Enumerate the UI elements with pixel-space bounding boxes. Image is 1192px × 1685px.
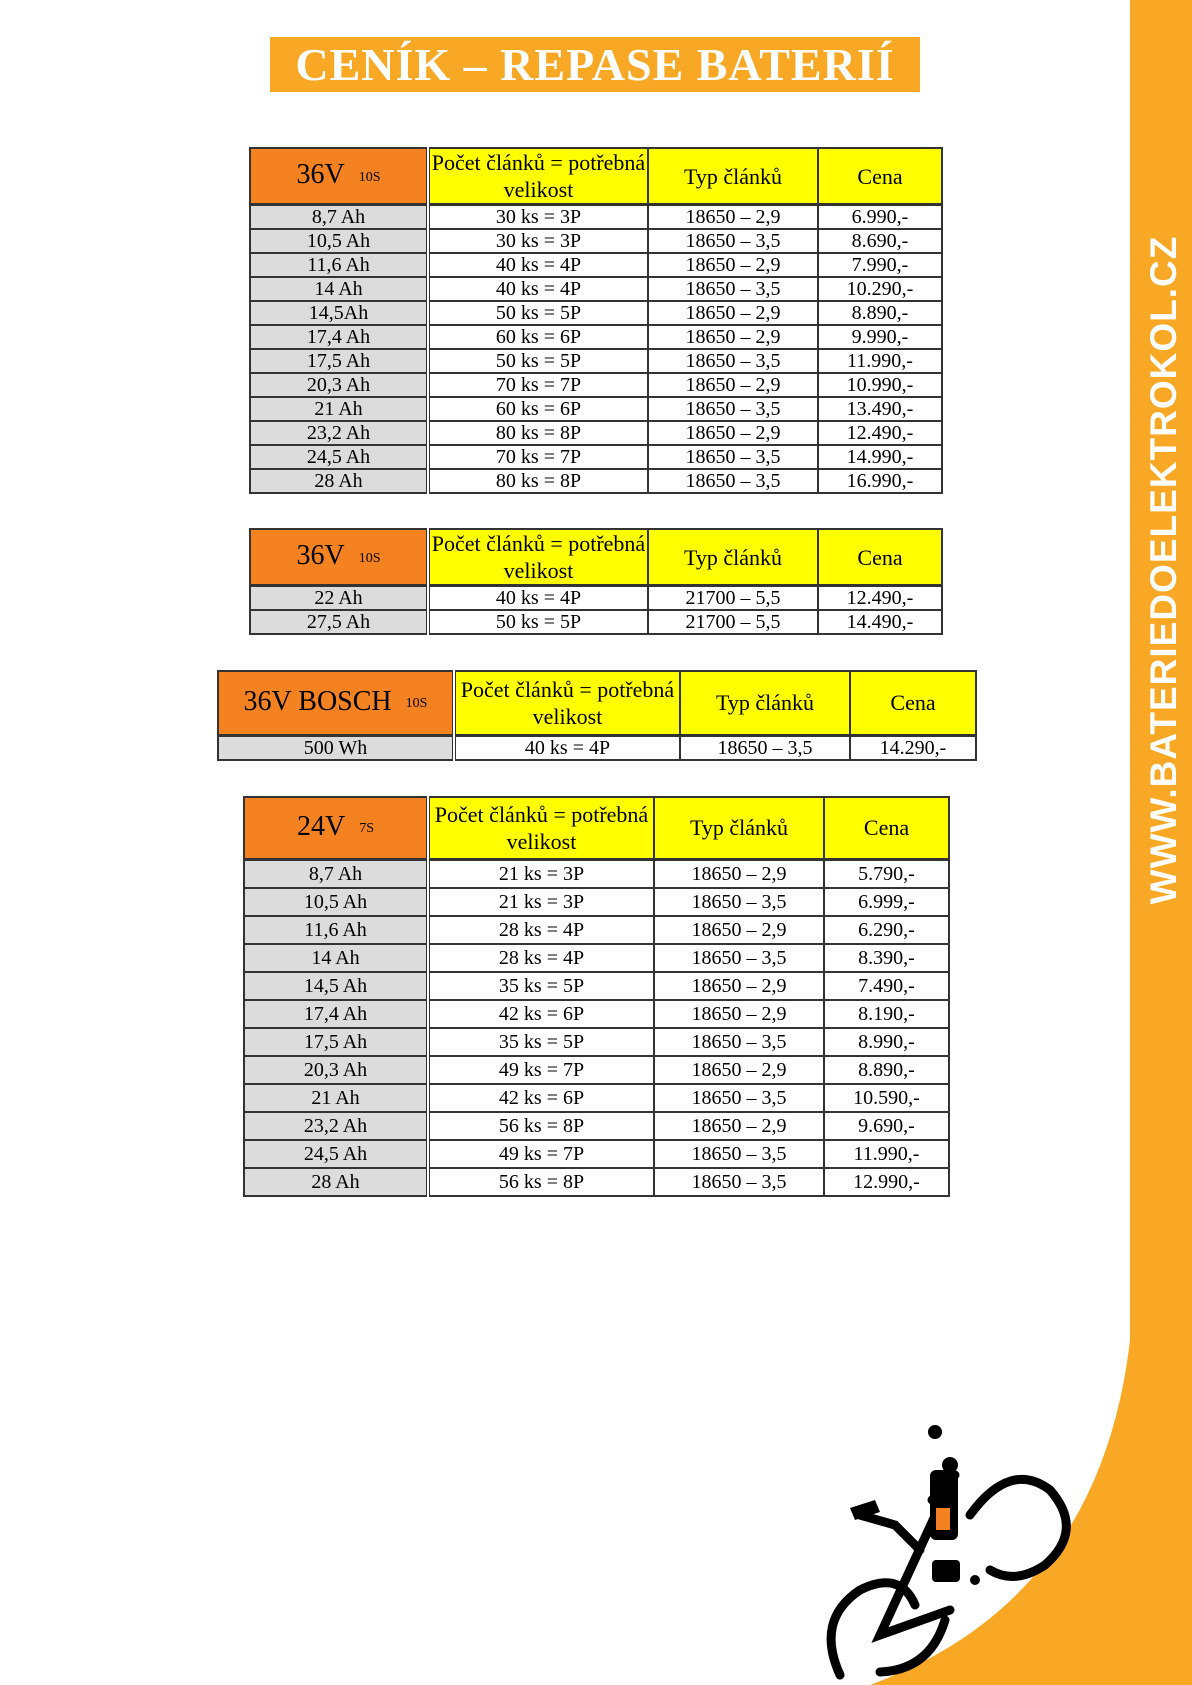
cell-count-cell: 40 ks = 4P (428, 277, 648, 301)
table-row (250, 586, 942, 611)
capacity-cell: 24,5 Ah (244, 1140, 428, 1168)
capacity-cell: 24,5 Ah (250, 445, 428, 469)
cell-type-cell: 18650 – 3,5 (654, 1084, 824, 1112)
table-row (250, 397, 942, 421)
cell-count-cell: 70 ks = 7P (428, 445, 648, 469)
cell-count-cell: 30 ks = 3P (428, 229, 648, 253)
price-table-36v-bosch (217, 670, 977, 761)
table-row (250, 229, 942, 253)
cell-count-cell: 40 ks = 4P (454, 735, 680, 760)
price-cell: 10.590,- (824, 1084, 949, 1112)
capacity-cell: 20,3 Ah (244, 1056, 428, 1084)
table-row (244, 1168, 949, 1196)
price-cell: 13.490,- (818, 397, 942, 421)
price-table-24v (243, 796, 950, 1197)
cell-count-cell: 50 ks = 5P (428, 301, 648, 325)
cell-count-cell: 42 ks = 6P (428, 1000, 654, 1028)
price-cell: 5.790,- (824, 859, 949, 888)
capacity-cell: 28 Ah (250, 469, 428, 493)
price-cell: 11.990,- (824, 1140, 949, 1168)
cell-type-cell: 18650 – 2,9 (648, 301, 818, 325)
voltage-cell: 36V 10S (250, 148, 428, 205)
capacity-cell: 10,5 Ah (250, 229, 428, 253)
price-cell: 9.990,- (818, 325, 942, 349)
cell-count-cell: 70 ks = 7P (428, 373, 648, 397)
price-cell: 12.490,- (818, 421, 942, 445)
cell-type-cell: 18650 – 3,5 (648, 397, 818, 421)
price-cell: 14.990,- (818, 445, 942, 469)
cell-count-cell: 56 ks = 8P (428, 1112, 654, 1140)
cell-count-cell: 49 ks = 7P (428, 1056, 654, 1084)
header-cells: Počet článků = potřebná velikost (454, 671, 680, 735)
cell-type-cell: 18650 – 2,9 (648, 205, 818, 230)
cell-count-cell: 42 ks = 6P (428, 1084, 654, 1112)
cell-count-cell: 21 ks = 3P (428, 859, 654, 888)
price-cell: 10.290,- (818, 277, 942, 301)
capacity-cell: 17,5 Ah (244, 1028, 428, 1056)
price-cell: 8.990,- (824, 1028, 949, 1056)
header-price: Cena (824, 797, 949, 859)
price-table-36v (249, 147, 943, 494)
cell-type-cell: 18650 – 2,9 (654, 1112, 824, 1140)
header-price: Cena (818, 529, 942, 586)
table-row (244, 888, 949, 916)
price-cell: 12.490,- (818, 586, 942, 611)
cell-type-cell: 18650 – 3,5 (654, 1028, 824, 1056)
table-body (250, 205, 942, 494)
table-row (244, 859, 949, 888)
cell-type-cell: 18650 – 3,5 (648, 445, 818, 469)
price-cell: 8.190,- (824, 1000, 949, 1028)
header-type: Typ článků (680, 671, 850, 735)
cell-count-cell: 49 ks = 7P (428, 1140, 654, 1168)
table-body (244, 859, 949, 1196)
cell-type-cell: 18650 – 3,5 (648, 349, 818, 373)
table-row (250, 205, 942, 230)
table-body (250, 586, 942, 635)
capacity-cell: 11,6 Ah (250, 253, 428, 277)
cell-type-cell: 21700 – 5,5 (648, 610, 818, 634)
header-price: Cena (850, 671, 976, 735)
cell-type-cell: 18650 – 3,5 (648, 469, 818, 493)
cell-type-cell: 18650 – 3,5 (680, 735, 850, 760)
price-table-36v-21700 (249, 528, 943, 635)
table-row (244, 1056, 949, 1084)
price-cell: 8.890,- (824, 1056, 949, 1084)
price-cell: 6.990,- (818, 205, 942, 230)
price-cell: 7.490,- (824, 972, 949, 1000)
header-cells: Počet článků = potřebná velikost (428, 797, 654, 859)
capacity-cell: 500 Wh (218, 735, 454, 760)
cell-type-cell: 18650 – 2,9 (648, 325, 818, 349)
cell-type-cell: 18650 – 3,5 (648, 229, 818, 253)
cell-count-cell: 35 ks = 5P (428, 1028, 654, 1056)
page-title: CENÍK – REPASE BATERIÍ (270, 37, 920, 92)
cell-count-cell: 28 ks = 4P (428, 944, 654, 972)
cell-count-cell: 80 ks = 8P (428, 421, 648, 445)
table-row (244, 1084, 949, 1112)
capacity-cell: 17,4 Ah (244, 1000, 428, 1028)
price-cell: 14.290,- (850, 735, 976, 760)
cell-type-cell: 18650 – 3,5 (654, 888, 824, 916)
header-type: Typ článků (648, 148, 818, 205)
price-cell: 8.390,- (824, 944, 949, 972)
table-row (250, 253, 942, 277)
capacity-cell: 27,5 Ah (250, 610, 428, 634)
table-row (250, 610, 942, 634)
bicycle-logo-icon (820, 1420, 1080, 1680)
table-row (244, 944, 949, 972)
capacity-cell: 22 Ah (250, 586, 428, 611)
header-cells: Počet článků = potřebná velikost (428, 148, 648, 205)
price-cell: 8.690,- (818, 229, 942, 253)
table-row (250, 349, 942, 373)
cell-type-cell: 18650 – 2,9 (654, 1056, 824, 1084)
cell-type-cell: 18650 – 2,9 (654, 1000, 824, 1028)
price-cell: 10.990,- (818, 373, 942, 397)
cell-count-cell: 28 ks = 4P (428, 916, 654, 944)
capacity-cell: 17,4 Ah (250, 325, 428, 349)
cell-type-cell: 18650 – 3,5 (654, 944, 824, 972)
price-cell: 6.999,- (824, 888, 949, 916)
capacity-cell: 14 Ah (244, 944, 428, 972)
voltage-cell: 24V 7S (244, 797, 428, 859)
price-cell: 12.990,- (824, 1168, 949, 1196)
cell-type-cell: 18650 – 2,9 (648, 421, 818, 445)
table-row (244, 1112, 949, 1140)
table-row (250, 421, 942, 445)
cell-count-cell: 40 ks = 4P (428, 586, 648, 611)
cell-type-cell: 18650 – 3,5 (648, 277, 818, 301)
cell-count-cell: 60 ks = 6P (428, 325, 648, 349)
cell-type-cell: 18650 – 2,9 (648, 373, 818, 397)
cell-count-cell: 40 ks = 4P (428, 253, 648, 277)
cell-type-cell: 18650 – 2,9 (648, 253, 818, 277)
table-row (244, 916, 949, 944)
cell-count-cell: 50 ks = 5P (428, 610, 648, 634)
website-url: WWW.BATERIEDOELEKTROKOL.CZ (1143, 235, 1184, 905)
cell-count-cell: 35 ks = 5P (428, 972, 654, 1000)
capacity-cell: 10,5 Ah (244, 888, 428, 916)
capacity-cell: 21 Ah (250, 397, 428, 421)
capacity-cell: 14,5 Ah (244, 972, 428, 1000)
capacity-cell: 14,5Ah (250, 301, 428, 325)
table-row (218, 735, 976, 760)
capacity-cell: 8,7 Ah (244, 859, 428, 888)
price-cell: 14.490,- (818, 610, 942, 634)
cell-type-cell: 18650 – 2,9 (654, 916, 824, 944)
table-row (250, 469, 942, 493)
table-row (250, 445, 942, 469)
voltage-cell: 36V 10S (250, 529, 428, 586)
capacity-cell: 8,7 Ah (250, 205, 428, 230)
table-row (250, 301, 942, 325)
table-row (244, 1028, 949, 1056)
capacity-cell: 28 Ah (244, 1168, 428, 1196)
table-row (250, 325, 942, 349)
table-row (250, 277, 942, 301)
capacity-cell: 20,3 Ah (250, 373, 428, 397)
cell-type-cell: 18650 – 2,9 (654, 972, 824, 1000)
table-row (244, 1140, 949, 1168)
capacity-cell: 14 Ah (250, 277, 428, 301)
header-price: Cena (818, 148, 942, 205)
header-type: Typ článků (654, 797, 824, 859)
table-row (250, 373, 942, 397)
capacity-cell: 11,6 Ah (244, 916, 428, 944)
price-cell: 16.990,- (818, 469, 942, 493)
capacity-cell: 23,2 Ah (250, 421, 428, 445)
cell-type-cell: 21700 – 5,5 (648, 586, 818, 611)
header-type: Typ článků (648, 529, 818, 586)
price-cell: 11.990,- (818, 349, 942, 373)
cell-count-cell: 30 ks = 3P (428, 205, 648, 230)
capacity-cell: 23,2 Ah (244, 1112, 428, 1140)
capacity-cell: 21 Ah (244, 1084, 428, 1112)
cell-count-cell: 21 ks = 3P (428, 888, 654, 916)
table-row (244, 972, 949, 1000)
table-body (218, 735, 976, 760)
cell-count-cell: 80 ks = 8P (428, 469, 648, 493)
cell-count-cell: 50 ks = 5P (428, 349, 648, 373)
cell-count-cell: 60 ks = 6P (428, 397, 648, 421)
price-cell: 8.890,- (818, 301, 942, 325)
header-cells: Počet článků = potřebná velikost (428, 529, 648, 586)
table-row (244, 1000, 949, 1028)
price-cell: 9.690,- (824, 1112, 949, 1140)
voltage-cell: 36V BOSCH 10S (218, 671, 454, 735)
price-cell: 7.990,- (818, 253, 942, 277)
cell-type-cell: 18650 – 3,5 (654, 1168, 824, 1196)
cell-type-cell: 18650 – 2,9 (654, 859, 824, 888)
price-cell: 6.290,- (824, 916, 949, 944)
cell-count-cell: 56 ks = 8P (428, 1168, 654, 1196)
capacity-cell: 17,5 Ah (250, 349, 428, 373)
cell-type-cell: 18650 – 3,5 (654, 1140, 824, 1168)
